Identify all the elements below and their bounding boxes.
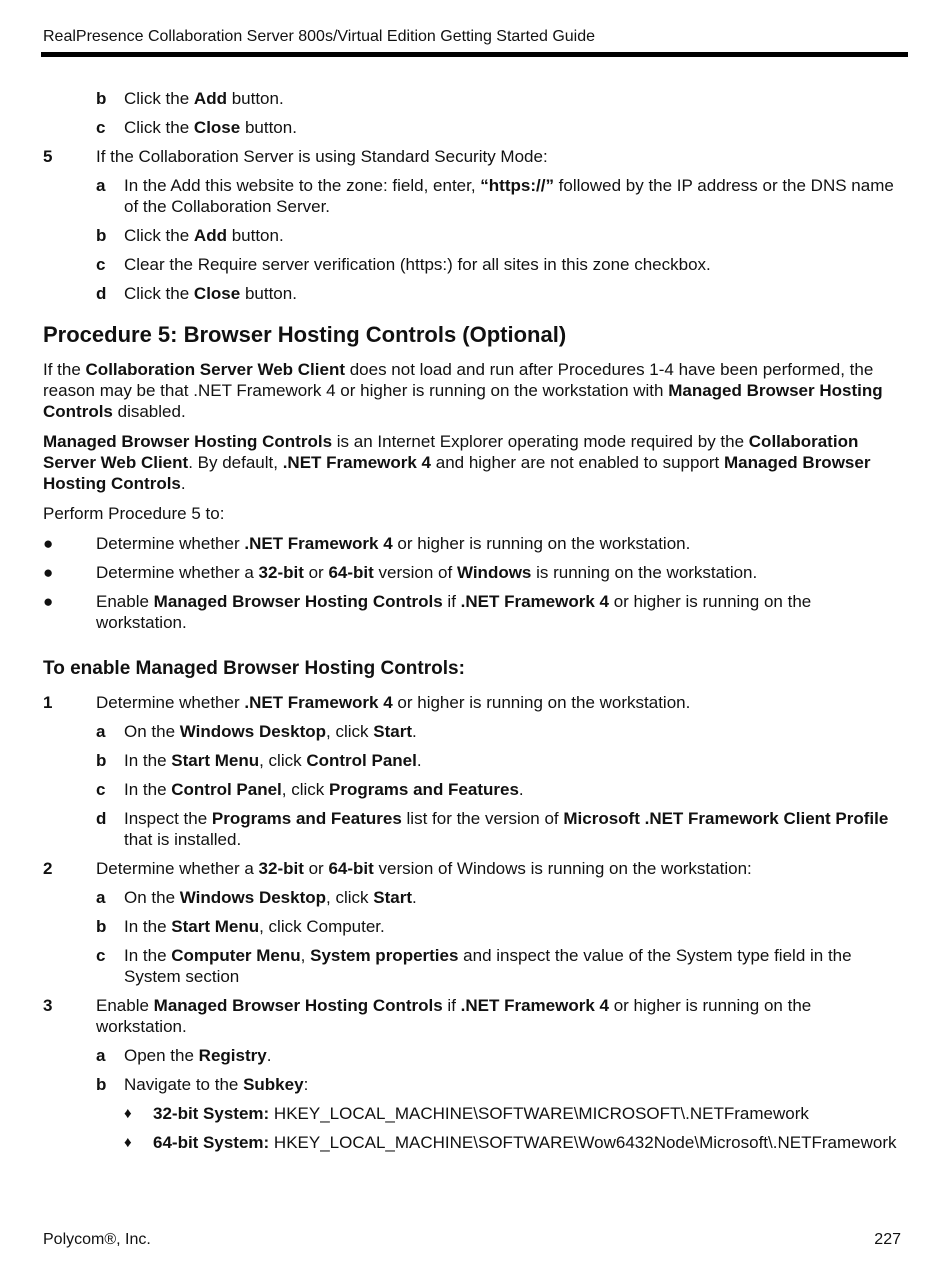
list-item-text xyxy=(124,1074,903,1095)
bold-text: Registry xyxy=(198,1046,267,1065)
list-item xyxy=(96,175,903,217)
list-item-text xyxy=(124,750,903,771)
list-marker: c xyxy=(96,946,106,965)
list-item xyxy=(96,117,903,138)
bold-text: Start xyxy=(373,722,412,741)
list-item-text xyxy=(96,146,903,167)
list-item xyxy=(96,88,903,109)
text-run: that is installed. xyxy=(124,830,242,849)
text-run: . xyxy=(411,888,417,907)
text-run: . xyxy=(266,1046,272,1065)
text-run: does not load and run after Procedures 1-4 have been performed, the reason may be that .NET Framework 4 or higher is running on the workstation with xyxy=(43,360,874,400)
list-item xyxy=(96,254,903,275)
bold-text: Collaboration Server Web Client xyxy=(85,360,345,379)
step-item xyxy=(96,1074,903,1095)
text-run: : xyxy=(303,1075,309,1094)
text-run: disabled. xyxy=(112,402,186,421)
text-run: if xyxy=(442,592,461,611)
list-item-text xyxy=(96,562,903,583)
text-run: or higher is running on the workstation. xyxy=(96,996,812,1036)
text-run: , click Computer. xyxy=(259,917,385,936)
bullet-item xyxy=(43,533,903,554)
step-item xyxy=(124,1103,903,1124)
list-item-text xyxy=(96,995,903,1037)
list-marker: ● xyxy=(43,563,54,582)
text-run: or higher is running on the workstation. xyxy=(392,693,691,712)
text-run: HKEY_LOCAL_MACHINE\SOFTWARE\Wow6432Node\Microsoft\.NETFramework xyxy=(269,1133,897,1152)
bold-text: Programs and Features xyxy=(211,809,402,828)
page-number: 227 xyxy=(874,1231,901,1248)
paragraph xyxy=(43,431,903,494)
list-item-text xyxy=(124,945,903,987)
bold-text: Add xyxy=(193,89,227,108)
bold-text: Control Panel xyxy=(171,780,282,799)
text-run: HKEY_LOCAL_MACHINE\SOFTWARE\MICROSOFT\.NETFramework xyxy=(269,1104,809,1123)
paragraph xyxy=(43,503,903,524)
text-run: . xyxy=(411,722,417,741)
bold-text: Collaboration Server Web Client xyxy=(43,432,859,472)
list-item-text xyxy=(96,858,903,879)
text-run: Clear the Require server verification (https:) for all sites in this zone checkbox. xyxy=(124,255,711,274)
text-run: or xyxy=(303,859,329,878)
list-marker: 5 xyxy=(43,147,53,166)
text-run: or higher is running on the workstation. xyxy=(392,534,691,553)
text-run: button. xyxy=(240,284,297,303)
text-run: Perform Procedure 5 to: xyxy=(43,504,225,523)
list-marker: 1 xyxy=(43,693,53,712)
list-item-text xyxy=(124,887,903,908)
list-item-text xyxy=(96,533,903,554)
text-run: or xyxy=(303,563,329,582)
list-item-text xyxy=(124,225,903,246)
text-run: On the xyxy=(124,888,180,907)
text-run: , click xyxy=(259,751,307,770)
list-item-text xyxy=(96,591,903,633)
text-run: and inspect the value of the System type field in the System section xyxy=(124,946,852,986)
text-run: list for the version of xyxy=(401,809,564,828)
text-run: Determine whether xyxy=(96,693,245,712)
text-run: In the xyxy=(124,751,172,770)
bold-text: System properties xyxy=(310,946,459,965)
bold-text: Control Panel xyxy=(306,751,417,770)
text-run: followed by the IP address or the DNS name of the Collaboration Server. xyxy=(124,176,894,216)
list-marker: b xyxy=(96,89,107,108)
list-marker: ♦ xyxy=(124,1134,132,1151)
list-marker: a xyxy=(96,1046,106,1065)
text-run: In the xyxy=(124,946,172,965)
list-marker: c xyxy=(96,255,106,274)
top-list xyxy=(43,88,903,304)
list-marker: a xyxy=(96,722,106,741)
bold-text: 64-bit xyxy=(328,859,374,878)
list-item-text xyxy=(124,117,903,138)
text-run: Determine whether xyxy=(96,534,245,553)
text-run: On the xyxy=(124,722,180,741)
text-run: or higher is running on the workstation. xyxy=(96,592,812,632)
text-run: . xyxy=(416,751,422,770)
bold-text: Add xyxy=(193,226,227,245)
text-run: . By default, xyxy=(188,453,283,472)
step-item xyxy=(96,887,903,908)
bold-text: Close xyxy=(193,118,241,137)
text-run: version of Windows is running on the workstation: xyxy=(373,859,752,878)
list-item-text xyxy=(153,1132,903,1153)
text-run: , click xyxy=(326,888,374,907)
text-run: In the Add this website to the zone: field, enter, xyxy=(124,176,481,195)
bold-text: 64-bit xyxy=(328,563,374,582)
header-rule xyxy=(41,52,908,57)
enable-heading: To enable Managed Browser Hosting Controls: xyxy=(43,658,465,679)
step-item xyxy=(43,995,903,1037)
enable-steps xyxy=(43,692,903,1153)
list-marker: d xyxy=(96,809,107,828)
step-item xyxy=(43,692,903,713)
bold-text: Close xyxy=(193,284,241,303)
bold-text: Windows xyxy=(456,563,532,582)
list-item-text xyxy=(124,175,903,217)
bold-text: .NET Framework 4 xyxy=(460,592,609,611)
list-marker: c xyxy=(96,780,106,799)
bullet-item xyxy=(43,562,903,583)
step-item xyxy=(96,945,903,987)
bold-text: 64-bit System: xyxy=(153,1133,270,1152)
list-item-text xyxy=(124,721,903,742)
text-run: if xyxy=(442,996,461,1015)
text-run: Enable xyxy=(96,996,154,1015)
list-item-text xyxy=(124,916,903,937)
list-item xyxy=(43,146,903,167)
text-run: Click the xyxy=(124,118,194,137)
bold-text: Managed Browser Hosting Controls xyxy=(43,432,333,451)
step-item xyxy=(96,1045,903,1066)
footer-company: Polycom®, Inc. xyxy=(43,1231,151,1248)
list-marker: a xyxy=(96,888,106,907)
list-marker: d xyxy=(96,284,107,303)
step-item xyxy=(96,750,903,771)
list-marker: ♦ xyxy=(124,1105,132,1122)
bold-text: .NET Framework 4 xyxy=(282,453,432,472)
text-run: If the Collaboration Server is using Standard Security Mode: xyxy=(96,147,548,166)
list-marker: 3 xyxy=(43,996,53,1015)
list-item-text xyxy=(96,692,903,713)
list-marker: 2 xyxy=(43,859,53,878)
text-run: , xyxy=(300,946,311,965)
bullet-item xyxy=(43,591,903,633)
text-run: version of xyxy=(373,563,457,582)
bold-text: .NET Framework 4 xyxy=(460,996,609,1015)
list-item-text xyxy=(124,779,903,800)
step-item xyxy=(96,721,903,742)
text-run: Click the xyxy=(124,284,194,303)
step-item xyxy=(96,808,903,850)
bold-text: Subkey xyxy=(243,1075,304,1094)
text-run: If the xyxy=(43,360,86,379)
bold-text: Managed Browser Hosting Controls xyxy=(43,453,871,493)
list-marker: b xyxy=(96,917,107,936)
bold-text: .NET Framework 4 xyxy=(244,534,393,553)
text-run: , click xyxy=(326,722,374,741)
list-marker: b xyxy=(96,226,107,245)
list-item xyxy=(96,225,903,246)
text-run: Determine whether a xyxy=(96,563,259,582)
step-item xyxy=(96,779,903,800)
list-marker: ● xyxy=(43,592,54,611)
procedure-paragraphs xyxy=(43,359,903,524)
text-run: is an Internet Explorer operating mode required by the xyxy=(332,432,749,451)
text-run: In the xyxy=(124,780,172,799)
list-item-text xyxy=(153,1103,903,1124)
text-run: Open the xyxy=(124,1046,199,1065)
bold-text: .NET Framework 4 xyxy=(244,693,393,712)
bold-text: Managed Browser Hosting Controls xyxy=(153,996,443,1015)
running-header: RealPresence Collaboration Server 800s/Virtual Edition Getting Started Guide xyxy=(43,28,596,45)
bold-text: Start xyxy=(373,888,412,907)
text-run: Determine whether a xyxy=(96,859,259,878)
bold-text: Managed Browser Hosting Controls xyxy=(153,592,443,611)
text-run: , click xyxy=(281,780,330,799)
step-item xyxy=(96,916,903,937)
list-item-text xyxy=(124,88,903,109)
procedure-bullets xyxy=(43,533,903,633)
list-marker: b xyxy=(96,751,107,770)
text-run: button. xyxy=(226,226,284,245)
page-body xyxy=(43,88,903,1161)
text-run: Navigate to the xyxy=(124,1075,244,1094)
bold-text: Windows Desktop xyxy=(179,888,327,907)
bold-text: “https://” xyxy=(480,176,554,195)
list-item-text xyxy=(124,808,903,850)
list-marker: ● xyxy=(43,534,54,553)
bold-text: Windows Desktop xyxy=(179,722,327,741)
list-item-text xyxy=(124,283,903,304)
list-marker: c xyxy=(96,118,106,137)
text-run: . xyxy=(518,780,524,799)
text-run: and higher are not enabled to support xyxy=(431,453,725,472)
bold-text: 32-bit System: xyxy=(153,1104,270,1123)
step-item xyxy=(124,1132,903,1153)
text-run: Click the xyxy=(124,89,194,108)
text-run: button. xyxy=(240,118,297,137)
text-run: Enable xyxy=(96,592,154,611)
paragraph xyxy=(43,359,903,422)
list-marker: a xyxy=(96,176,106,195)
bold-text: Programs and Features xyxy=(329,780,519,799)
list-item xyxy=(96,283,903,304)
bold-text: 32-bit xyxy=(258,859,304,878)
bold-text: Managed Browser Hosting Controls xyxy=(43,381,883,421)
text-run: Inspect the xyxy=(124,809,212,828)
text-run: In the xyxy=(124,917,172,936)
text-run: button. xyxy=(226,89,284,108)
list-marker: b xyxy=(96,1075,107,1094)
bold-text: Computer Menu xyxy=(171,946,301,965)
step-item xyxy=(43,858,903,879)
text-run: Click the xyxy=(124,226,194,245)
list-item-text xyxy=(124,254,903,275)
procedure-heading: Procedure 5: Browser Hosting Controls (Optional) xyxy=(43,322,567,347)
bold-text: 32-bit xyxy=(258,563,304,582)
bold-text: Microsoft .NET Framework Client Profile xyxy=(563,809,889,828)
text-run: . xyxy=(180,474,186,493)
list-item-text xyxy=(124,1045,903,1066)
bold-text: Start Menu xyxy=(171,917,260,936)
bold-text: Start Menu xyxy=(171,751,260,770)
text-run: is running on the workstation. xyxy=(531,563,758,582)
